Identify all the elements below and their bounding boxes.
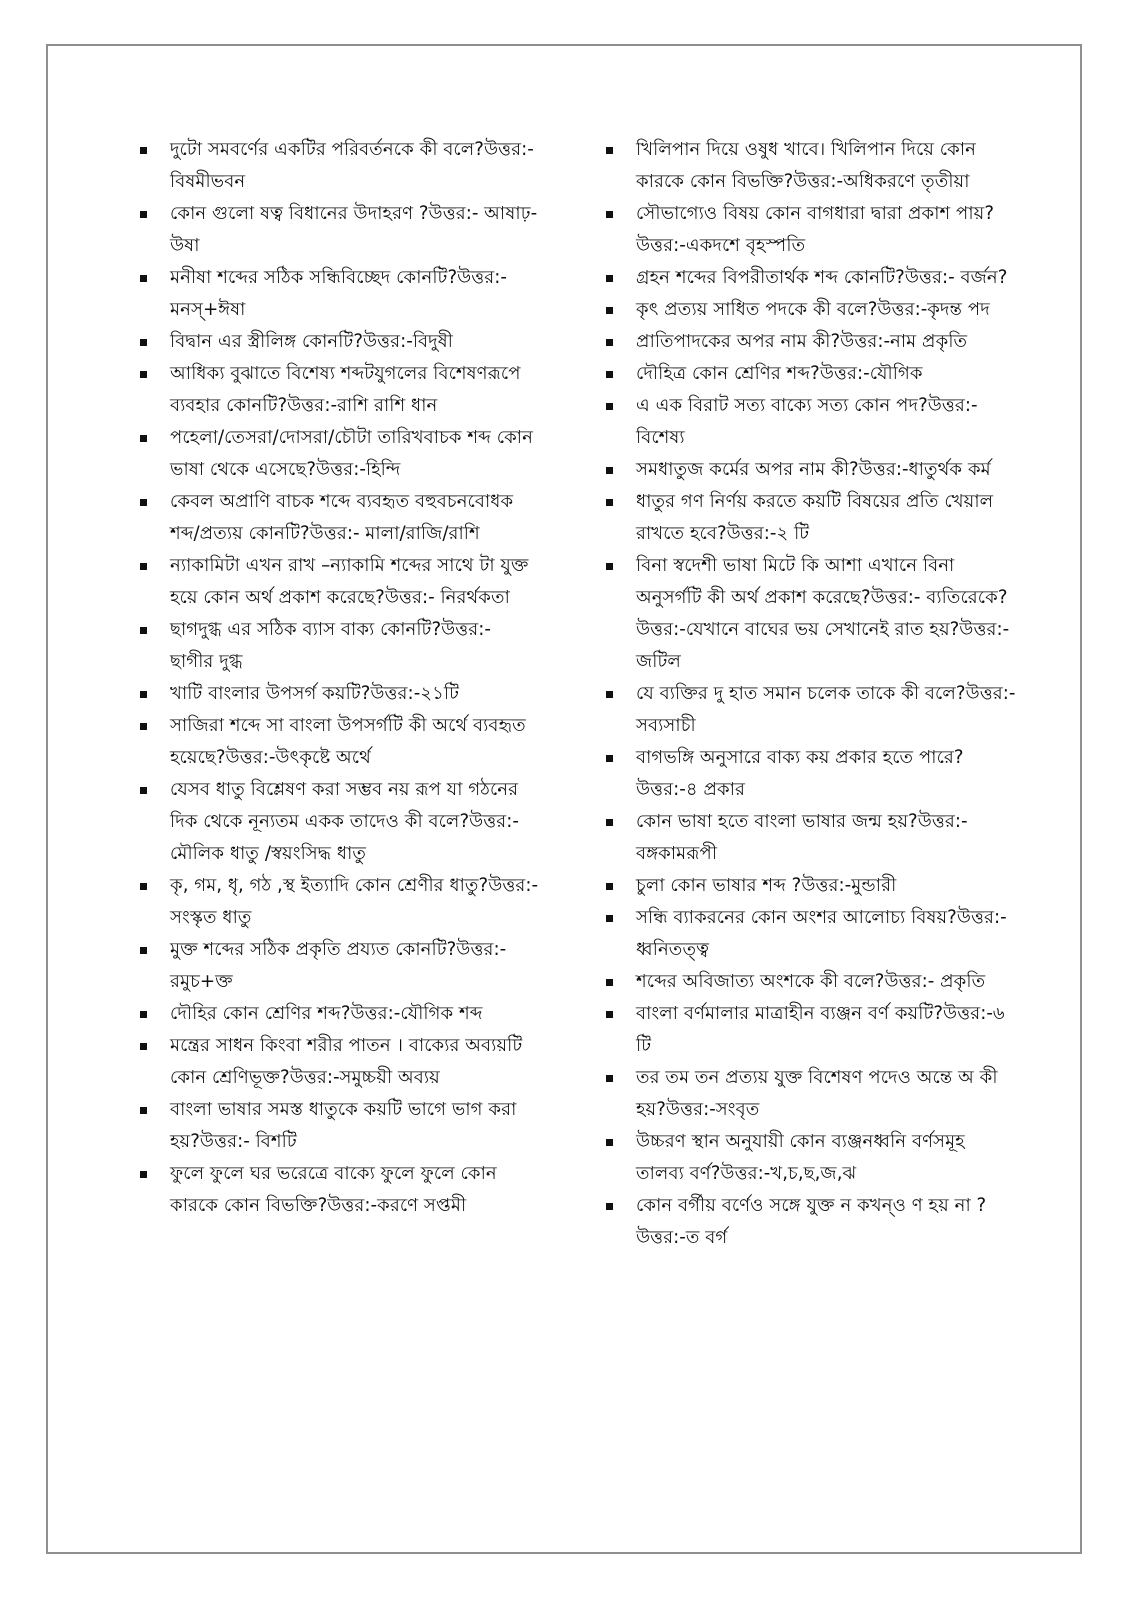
bullet-square-icon [606,1011,613,1018]
bullet-square-icon [606,275,613,282]
question-answer-text: বাংলা বর্ণমালার মাত্রাহীন ব্যঞ্জন বর্ণ কয়টি?উত্তর:-৬ টি [636,1003,1005,1056]
question-answer-text: যে ব্যক্তির দু হাত সমান চলেক তাকে কী বলে?উত্তর:-সব্যসাচী [636,683,1016,736]
list-item [606,966,1016,998]
question-answer-text: বিনা স্বদেশী ভাষা মিটে কি আশা এখানে বিনা অনুসর্গটি কী অর্থ প্রকাশ করেছে?উত্তর:- ব্যতিরেকে?উত্তর:-যেখানে বাঘের ভয় সেখানেই রাত হয়?উত্তর:-জটিল [636,555,1010,672]
list-item [606,262,1016,294]
bullet-square-icon [606,403,613,410]
bullet-square-icon [140,275,147,282]
bullet-square-icon [606,467,613,474]
question-answer-text: দৌহির কোন শ্রেণির শব্দ?উত্তর:-যৌগিক শব্দ [170,1003,483,1024]
bullet-square-icon [140,563,147,570]
question-answer-text: দুটো সমবর্ণের একটির পরিবর্তনকে কী বলে?উত্তর:- বিষমীভবন [170,139,534,192]
bullet-square-icon [140,627,147,634]
right-question-list [606,134,1016,1254]
question-answer-text: কৃৎ প্রত্যয় সাধিত পদকে কী বলে?উত্তর:-কৃদন্ত পদ [636,299,990,320]
left-question-list [140,134,540,1222]
list-item [140,870,540,934]
list-item [606,390,1016,454]
list-item [606,678,1016,742]
list-item [606,1062,1016,1126]
list-item [140,262,540,326]
bullet-square-icon [606,1139,613,1146]
list-item [140,1158,540,1222]
list-item [140,422,540,486]
bullet-square-icon [140,723,147,730]
bullet-square-icon [606,883,613,890]
list-item [140,774,540,870]
question-answer-text: বাংলা ভাষার সমস্ত ধাতুকে কয়টি ভাগে ভাগ করা হয়?উত্তর:- বিশটি [170,1099,517,1152]
question-answer-text: বিদ্বান এর স্ত্রীলিঙ্গ কোনটি?উত্তর:-বিদুষী [170,331,453,352]
bullet-square-icon [140,1043,147,1050]
list-item [140,710,540,774]
bullet-square-icon [606,691,613,698]
question-answer-text: সমধাতুজ কর্মের অপর নাম কী?উত্তর:-ধাতুর্থক কর্ম [636,459,991,480]
bullet-square-icon [606,339,613,346]
bullet-square-icon [140,883,147,890]
list-item [606,1126,1016,1190]
bullet-square-icon [606,307,613,314]
bullet-square-icon [140,1011,147,1018]
question-answer-text: ছাগদুগ্ধ এর সঠিক ব্যাস বাক্য কোনটি?উত্তর:- ছাগীর দুগ্ধ [170,619,491,672]
list-item [140,934,540,998]
bullet-square-icon [606,147,613,154]
list-item [606,742,1016,806]
bullet-square-icon [140,499,147,506]
question-answer-text: কেবল অপ্রাণি বাচক শব্দে ব্যবহৃত বহুবচনবোধক শব্দ/প্রত্যয় কোনটি?উত্তর:- মালা/রাজি/রাশি [170,491,514,544]
question-answer-text: খাটি বাংলার উপসর্গ কয়টি?উত্তর:-২১টি [170,683,459,704]
list-item [606,806,1016,870]
list-item [140,486,540,550]
bullet-square-icon [140,211,147,218]
question-answer-text: কোন ভাষা হতে বাংলা ভাষার জন্ম হয়?উত্তর:- বঙ্গকামরূপী [636,811,968,864]
bullet-square-icon [140,147,147,154]
question-answer-text: মন্ত্রের সাধন কিংবা শরীর পাতন । বাক্যের অব্যয়টি কোন শ্রেণিভূক্ত?উত্তর:-সমুচ্চয়ী অব্যয় [170,1035,523,1088]
list-item [606,1190,1016,1254]
question-answer-text: প্রাতিপাদকের অপর নাম কী?উত্তর:-নাম প্রকৃতি [636,331,968,352]
list-item [606,134,1016,198]
list-item [140,1094,540,1158]
question-answer-text: গ্রহন শব্দের বিপরীতার্থক শব্দ কোনটি?উত্তর:- বর্জন? [636,267,1008,288]
list-item [140,550,540,614]
bullet-square-icon [606,979,613,986]
bullet-square-icon [606,563,613,570]
bullet-square-icon [606,211,613,218]
bullet-square-icon [606,915,613,922]
question-answer-text: এ এক বিরাট সত্য বাক্যে সত্য কোন পদ?উত্তর:-বিশেষ্য [636,395,978,448]
bullet-square-icon [140,947,147,954]
list-item [140,614,540,678]
question-answer-text: কোন গুলো ষত্ব বিধানের উদাহরণ ?উত্তর:- আষাঢ়- উষা [170,203,538,256]
list-item [606,326,1016,358]
list-item [606,486,1016,550]
question-answer-text: সাজিরা শব্দে সা বাংলা উপসর্গটি কী অর্থে ব্যবহৃত হয়েছে?উত্তর:-উৎকৃষ্টে অর্থে [170,715,526,768]
list-item [606,454,1016,486]
list-item [140,134,540,198]
list-item [140,198,540,262]
question-answer-text: ধাতুর গণ নির্ণয় করতে কয়টি বিষয়ের প্রতি খেয়াল রাখতে হবে?উত্তর:-২ টি [636,491,994,544]
question-answer-text: মুক্ত শব্দের সঠিক প্রকৃতি প্রয্যত কোনটি?উত্তর:-রমুচ+ক্ত [170,939,507,992]
list-item [140,678,540,710]
bullet-square-icon [606,819,613,826]
question-answer-text: ফুলে ফুলে ঘর ভরেত্রে বাক্যে ফুলে ফুলে কোন কারকে কোন বিভক্তি?উত্তর:-করণে সপ্তমী [170,1163,497,1216]
list-item [140,326,540,358]
bullet-square-icon [140,339,147,346]
question-answer-text: সন্ধি ব্যাকরনের কোন অংশর আলোচ্য বিষয়?উত্তর:-ধ্বনিতত্ত্ব [636,907,1007,960]
bullet-square-icon [606,1203,613,1210]
list-item [606,198,1016,262]
bullet-square-icon [140,371,147,378]
question-answer-text: দৌহিত্র কোন শ্রেণির শব্দ?উত্তর:-যৌগিক [636,363,923,384]
bullet-square-icon [606,499,613,506]
question-answer-text: চুলা কোন ভাষার শব্দ ?উত্তর:-মুন্ডারী [636,875,897,896]
question-answer-text: যেসব ধাতু বিশ্লেষণ করা সম্ভব নয় রূপ যা গঠনের দিক থেকে নূন্যতম একক তাদেও কী বলে?উত্তর:-মৌলিক ধাতু /স্বয়ংসিদ্ধ ধাতু [170,779,519,864]
bullet-square-icon [140,691,147,698]
question-answer-text: তর তম তন প্রত্যয় যুক্ত বিশেষণ পদেও অন্তে অ কী হয়?উত্তর:-সংবৃত [636,1067,998,1120]
question-answer-text: ন্যাকামিটা এখন রাখ –ন্যাকামি শব্দের সাথে টা যুক্ত হয়ে কোন অর্থ প্রকাশ করেছে?উত্তর:- নিরর্থকতা [170,555,529,608]
list-item [606,358,1016,390]
bullet-square-icon [140,1171,147,1178]
question-answer-text: কৃ, গম, ধৃ, গঠ ,স্থ ইত্যাদি কোন শ্রেণীর ধাতু?উত্তর:-সংস্কৃত ধাতু [170,875,539,928]
list-item [606,998,1016,1062]
list-item [140,1030,540,1094]
question-answer-text: খিলিপান দিয়ে ওষুধ খাবে। খিলিপান দিয়ে কোন কারকে কোন বিভক্তি?উত্তর:-অধিকরণে তৃতীয়া [636,139,976,192]
question-answer-text: উচ্চরণ স্থান অনুযায়ী কোন ব্যঞ্জনধ্বনি বর্ণসমূহ তালব্য বর্ণ?উত্তর:-খ,চ,ছ,জ,ঝ [636,1131,965,1184]
list-item [606,294,1016,326]
question-answer-text: পহেলা/তেসরা/দোসরা/চৌটা তারিখবাচক শব্দ কোন ভাষা থেকে এসেছে?উত্তর:-হিন্দি [170,427,533,480]
question-answer-text: কোন বর্গীয় বর্ণেও সঙ্গে যুক্ত ন কখন্ও ণ হয় না ?উত্তর:-ত বর্গ [636,1195,987,1248]
bullet-square-icon [606,755,613,762]
question-answer-text: আধিক্য বুঝাতে বিশেষ্য শব্দটযুগলের বিশেষণরূপে ব্যবহার কোনটি?উত্তর:-রাশি রাশি ধান [170,363,521,416]
bullet-square-icon [606,1075,613,1082]
question-answer-text: বাগভঙ্গি অনুসারে বাক্য কয় প্রকার হতে পারে?উত্তর:-৪ প্রকার [636,747,964,800]
bullet-square-icon [140,1107,147,1114]
list-item [606,902,1016,966]
list-item [606,550,1016,678]
bullet-square-icon [606,371,613,378]
list-item [606,870,1016,902]
list-item [140,358,540,422]
question-answer-text: সৌভাগ্যেও বিষয় কোন বাগধারা দ্বারা প্রকাশ পায়?উত্তর:-একদশে বৃহস্পতি [636,203,995,256]
question-answer-text: শব্দের অবিজাত্য অংশকে কী বলে?উত্তর:- প্রকৃতি [636,971,986,992]
bullet-square-icon [140,435,147,442]
bullet-square-icon [140,787,147,794]
question-answer-text: মনীষা শব্দের সঠিক সন্ধিবিচ্ছেদ কোনটি?উত্তর:-মনস্+ঈষা [170,267,507,320]
list-item [140,998,540,1030]
